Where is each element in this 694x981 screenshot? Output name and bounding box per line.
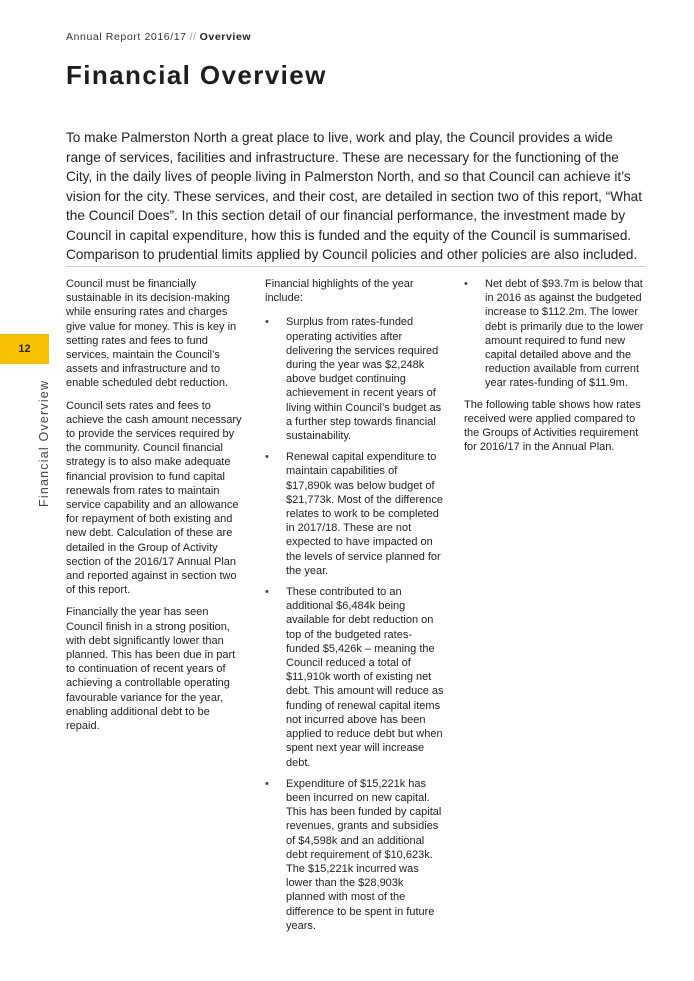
running-header xyxy=(66,31,251,43)
closing-paragraph: The following table shows how rates received were applied compared to the Groups of Activities requirement for 2016/17 in the Annual Plan. xyxy=(464,398,641,454)
highlights-list xyxy=(265,315,445,933)
column-1 xyxy=(66,277,246,741)
report-name: Annual Report 2016/17 xyxy=(66,31,187,43)
list-item: • Surplus from rates-funded operating activities after delivering the services required during the year was $2,248k above budget continuing achievement in recent years of living within Council’s budget as a further step towards financial sustainability. xyxy=(265,315,445,443)
page-number-tab xyxy=(0,334,49,364)
highlights-list-continued xyxy=(464,277,646,391)
intro-paragraph: To make Palmerston North a great place to live, work and play, the Council provides a wide range of services, facilities and infrastructure. These are necessary for the functioning of the City, in the daily lives of people living in Palmerston North, and so that Council can achieve it’s vision for the city. These services, and their cost, are detailed in section two of this report, “What the Council Does”. In this section detail of our financial performance, the investment made by Council in capital expenditure, how this is funded and the equity of the Council is summarised. Comparison to prudential limits applied by Council policies and other policies are also included. xyxy=(66,130,642,262)
paragraph: Council sets rates and fees to achieve the cash amount necessary to provide the services required by the community. Council financial strategy is to also make adequate financial provision to fund capital renewals from rates to maintain service capability and an allowance for repayment of both existing and new debt. Calculation of these are detailed in the Group of Activity section of the 2016/17 Annual Plan and reported against in section two of this report. xyxy=(66,399,242,597)
column-3 xyxy=(464,277,646,462)
header-separator: // xyxy=(189,31,197,43)
list-item: • Net debt of $93.7m is below that in 2016 as against the budgeted increase to $112.2m. The lower debt is primarily due to the lower amount required to fund new capital detailed above and the reduction available from current year rates-funding of $11.9m. xyxy=(464,277,646,391)
list-item: • These contributed to an additional $6,484k being available for debt reduction on top of the budgeted rates-funded $5,426k – meaning the Council reduced a total of $11,910k worth of existing net debt. This amount will reduce as funding of renewal capital items not incurred above has been applied to reduce debt but when spent next year will increase debt. xyxy=(265,585,445,770)
list-item: • Expenditure of $15,221k has been incurred on new capital. This has been funded by capital revenues, grants and subsidies of $4,598k and an additional debt requirement of $10,623k. The $15,221k incurred was lower than the $28,903k planned with most of the difference to be spent in future years. xyxy=(265,777,445,933)
section-name: Overview xyxy=(199,31,252,43)
page-number: 12 xyxy=(18,343,31,355)
section-divider xyxy=(66,266,645,267)
paragraph: Council must be financially sustainable in its decision-making while ensuring rates and charges give value for money. This is key in setting rates and fees to fund services, maintain the Council’s assets and infrastructure and to enable scheduled debt reduction. xyxy=(66,278,237,390)
page-title: Financial Overview xyxy=(66,60,327,90)
column-2 xyxy=(265,277,445,940)
paragraph: Financially the year has seen Council finish in a strong position, with debt significantly lower than planned. This has been due in part to continuation of recent years of achieving a controllable operating favourable variance for the year, enabling additional debt to be repaid. xyxy=(66,606,236,733)
highlights-lead: Financial highlights of the year include: xyxy=(265,278,414,305)
list-item: • Renewal capital expenditure to maintain capabilities of $17,890k was below budget of $21,773k. Most of the difference relates to work to be completed in 2017/18. These are not expected to have impacted on the levels of service planned for the year. xyxy=(265,450,445,578)
side-section-label: Financial Overview xyxy=(37,379,51,507)
